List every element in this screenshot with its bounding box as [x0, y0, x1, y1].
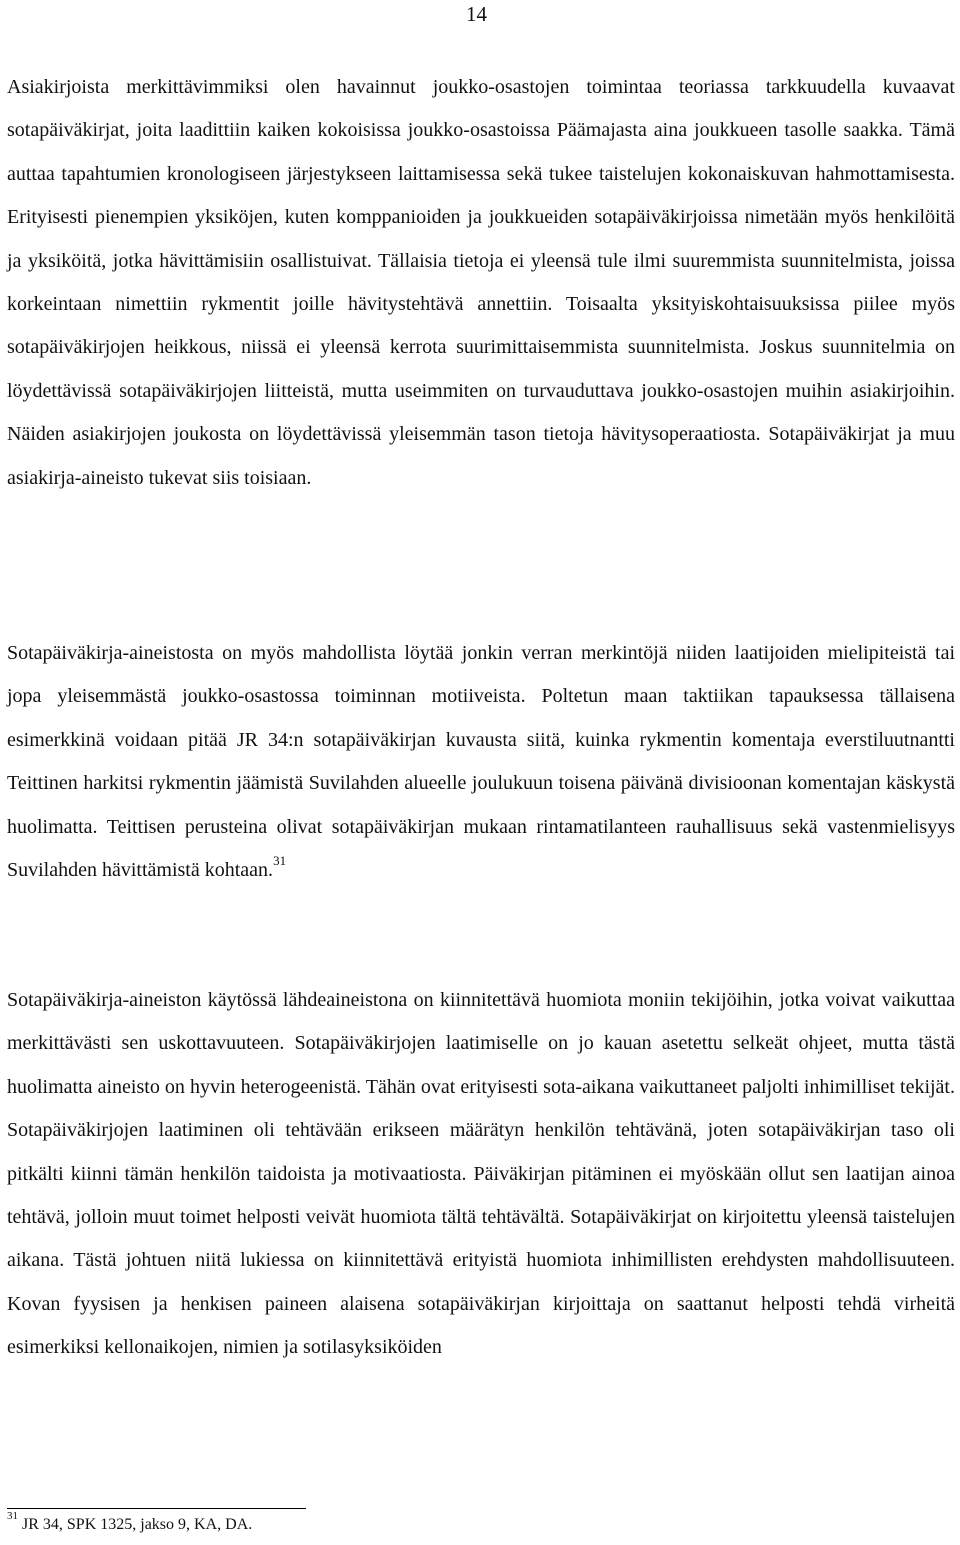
footnote-number: 31 — [7, 1510, 18, 1522]
paragraph-2 — [7, 632, 955, 892]
footnote-divider — [7, 1508, 306, 1509]
paragraph-3: Sotapäiväkirja-aineiston käytössä lähdeaineistona on kiinnitettävä huomiota moniin tekijöihin, jotka voivat vaikuttaa merkittävästi sen uskottavuuteen. Sotapäiväkirjojen laatimiselle on jo kauan asetettu selkeät ohjeet, mutta tästä huolimatta aineisto on hyvin heterogeenistä. Tähän ovat erityisesti sota-aikana vaikuttaneet paljolti inhimilliset tekijät. Sotapäiväkirjojen laatiminen oli tehtävään erikseen määrätyn henkilön tehtävänä, joten sotapäiväkirjan taso oli pitkälti kiinni tämän henkilön taidoista ja motivaatiosta. Päiväkirjan pitäminen ei myöskään ollut sen laatijan ainoa tehtävä, jolloin muut toimet helposti veivät huomiota tältä tehtävältä. Sotapäiväkirjat on kirjoitettu yleensä taistelujen aikana. Tästä johtuen niitä lukiessa on kiinnitettävä erityistä huomiota inhimillisten erehdysten mahdollisuuteen. Kovan fyysisen ja henkisen paineen alaisena sotapäiväkirjan kirjoittaja on saattanut helposti tehdä virheitä esimerkiksi kellonaikojen, nimien ja sotilasyksiköiden — [7, 989, 955, 1359]
page-number: 14 — [466, 2, 487, 26]
paragraph-1: Asiakirjoista merkittävimmiksi olen havainnut joukko-osastojen toimintaa teoriassa tarkkuudella kuvaavat sotapäiväkirjat, joita laadittiin kaiken kokoisissa joukko-osastoissa Päämajasta aina joukkueen tasolle saakka. Tämä auttaa tapahtumien kronologiseen järjestykseen laittamisessa sekä tukee taistelujen kokonaiskuvan hahmottamisesta. Erityisesti pienempien yksiköjen, kuten komppanioiden ja joukkueiden sotapäiväkirjoissa nimetään myös henkilöitä ja yksiköitä, jotka hävittämisiin osallistuivat. Tällaisia tietoja ei yleensä tule ilmi suuremmista suunnitelmista, joissa korkeintaan nimettiin rykmentit joille hävitystehtävä annettiin. Toisaalta yksityiskohtaisuuksissa piilee myös sotapäiväkirjojen heikkous, niissä ei yleensä kerrota suurimittaisemmista suunnitelmista. Joskus suunnitelmia on löydettävissä sotapäiväkirjojen liitteistä, mutta useimmiten on turvauduttava joukko-osastojen muihin asiakirjoihin. Näiden asiakirjojen joukosta on löydettävissä yleisemmän tason tietoja hävitysoperaatiosta. Sotapäiväkirjat ja muu asiakirja-aineisto tukevat siis toisiaan. — [7, 76, 955, 489]
footnote — [7, 1510, 253, 1534]
footnote-reference[interactable]: 31 — [273, 853, 287, 869]
paragraph-2-text: Sotapäiväkirja-aineistosta on myös mahdollista löytää jonkin verran merkintöjä niiden laatijoiden mielipiteistä tai jopa yleisemmästä joukko-osastossa toiminnan motiiveista. Poltetun maan taktiikan tapauksessa tällaisena esimerkkinä voidaan pitää JR 34:n sotapäiväkirjan kuvausta siitä, kuinka rykmentin komentaja everstiluutnantti Teittinen harkitsi rykmentin jäämistä Suvilahden alueelle joulukuun toisena päivänä divisioonan komentajan käskystä huolimatta. Teittisen perusteina olivat sotapäiväkirjan mukaan rintamatilanteen rauhallisuus sekä vastenmielisyys Suvilahden hävittämistä kohtaan. — [7, 642, 955, 882]
footnote-text: JR 34, SPK 1325, jakso 9, KA, DA. — [22, 1516, 253, 1533]
